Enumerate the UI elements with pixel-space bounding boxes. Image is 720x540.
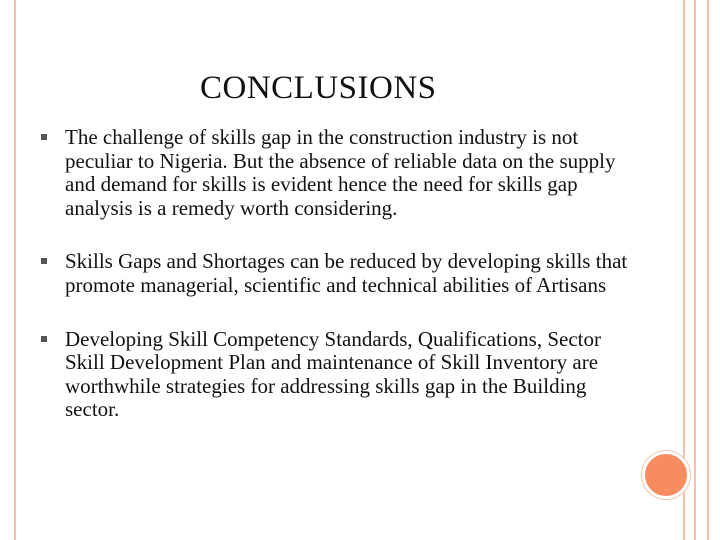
bullet-item	[56, 328, 636, 422]
square-bullet-icon	[41, 134, 47, 140]
bullet-text: Skills Gaps and Shortages can be reduced by developing skills that promote managerial, scientific and technical abilities of Artisans	[65, 249, 628, 297]
bullet-text: Developing Skill Competency Standards, Qualifications, Sector Skill Development Plan and maintenance of Skill Inventory are worthwhile strategies for addressing skills gap in the Building sector.	[65, 326, 601, 422]
bullet-item	[56, 250, 636, 297]
bullet-item	[56, 126, 636, 220]
right-border-line	[694, 0, 696, 540]
square-bullet-icon	[41, 258, 47, 264]
left-border-line	[14, 0, 16, 540]
bullet-text: The challenge of skills gap in the construction industry is not peculiar to Nigeria. But the absence of reliable data on the supply and demand for skills is evident hence the need for skills gap analysis is a remedy worth considering.	[65, 125, 616, 220]
bullet-list	[56, 126, 636, 422]
right-border-line	[707, 0, 709, 540]
square-bullet-icon	[41, 336, 47, 342]
slide-title: CONCLUSIONS	[200, 70, 437, 106]
accent-circle	[642, 451, 690, 499]
